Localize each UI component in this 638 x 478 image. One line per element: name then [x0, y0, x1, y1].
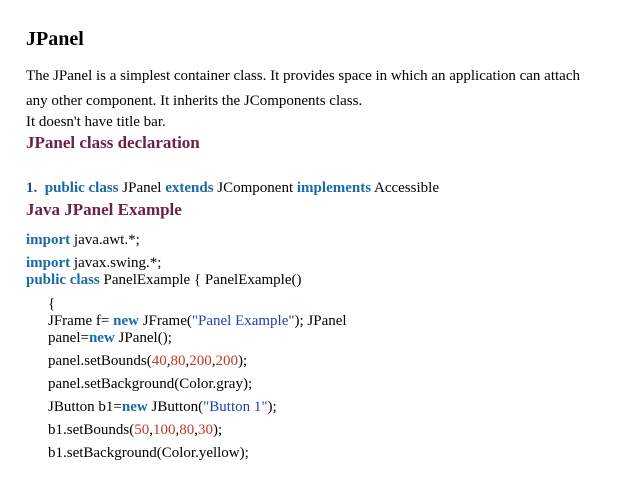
code-line: [26, 272, 302, 289]
keyword: extends: [165, 180, 214, 196]
code-text: );: [213, 422, 223, 438]
number-literal: 100: [153, 422, 176, 438]
code-text: JButton b1=: [48, 399, 122, 415]
code-line: [48, 399, 277, 416]
number-literal: 50: [134, 422, 150, 438]
string-literal: "Button 1": [203, 399, 268, 415]
intro-line-2: any other component. It inherits the JComponents class.: [26, 93, 363, 109]
code-text: panel=: [48, 330, 89, 346]
code-line: b1.setBackground(Color.yellow);: [48, 445, 249, 461]
code-text: JButton(: [151, 399, 204, 415]
keyword: public class: [26, 272, 100, 288]
code-line: b1.setBounds(50,100,80,30);: [48, 422, 223, 438]
string-literal: "Panel Example": [191, 313, 295, 329]
number-literal: 80: [170, 353, 186, 369]
number-literal: 40: [151, 353, 167, 369]
keyword: implements: [296, 180, 372, 196]
parent-class: JComponent: [217, 180, 294, 196]
number-literal: 30: [198, 422, 213, 438]
code-line: [48, 330, 172, 347]
keyword: new: [113, 313, 139, 329]
code-text: javax.swing.*;: [73, 255, 162, 271]
list-number: 1.: [26, 180, 38, 196]
interface-name: Accessible: [374, 180, 439, 196]
intro-line-3: It doesn't have title bar.: [26, 114, 166, 130]
code-text: JFrame f=: [48, 313, 110, 329]
code-text: );: [267, 399, 277, 415]
code-text: java.awt.*;: [73, 232, 140, 248]
class-name: JPanel: [122, 180, 162, 196]
number-literal: 200: [215, 353, 238, 369]
keyword: public class: [44, 180, 119, 196]
keyword: new: [88, 330, 115, 346]
code-line: [48, 313, 347, 330]
code-line: panel.setBackground(Color.gray);: [48, 376, 253, 392]
example-heading: Java JPanel Example: [26, 200, 182, 219]
keyword: import: [26, 255, 71, 271]
code-text: ); JPanel: [294, 313, 347, 329]
keyword: import: [26, 232, 71, 248]
code-text: panel.setBounds(: [48, 353, 152, 369]
code-text: );: [237, 353, 248, 369]
slide-title: JPanel: [26, 28, 84, 50]
declaration-heading: JPanel class declaration: [26, 133, 200, 152]
intro-line-1: The JPanel is a simplest container class. It provides space in which an application can attach: [26, 68, 580, 84]
code-text: b1.setBounds(: [48, 422, 135, 438]
code-line: [26, 232, 140, 249]
declaration-code: [26, 180, 439, 197]
number-literal: 200: [189, 353, 212, 369]
code-line: [26, 255, 161, 272]
code-text: PanelExample { PanelExample(): [103, 272, 302, 288]
code-line: panel.setBounds(40,80,200,200);: [48, 353, 248, 369]
number-literal: 80: [179, 422, 195, 438]
code-text: JFrame(: [142, 313, 192, 329]
keyword: new: [121, 399, 148, 415]
code-line: {: [48, 296, 56, 312]
code-text: JPanel();: [118, 330, 172, 346]
